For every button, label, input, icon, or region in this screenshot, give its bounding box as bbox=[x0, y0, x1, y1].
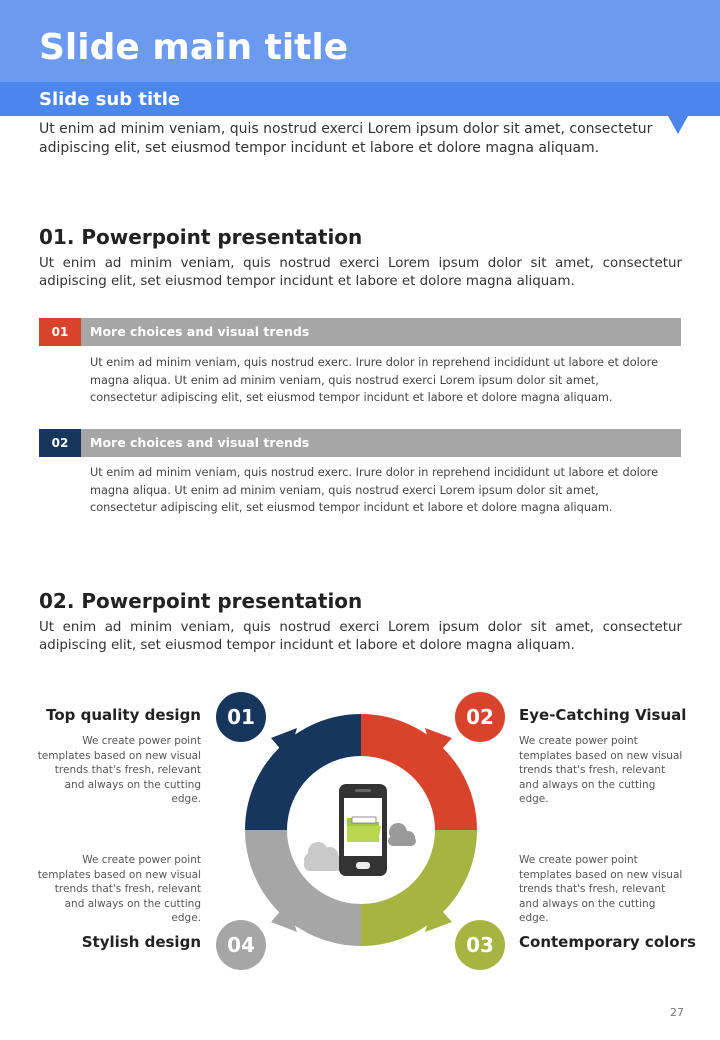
list-item-label: More choices and visual trends bbox=[90, 435, 310, 450]
list-item-number: 01 bbox=[39, 318, 81, 346]
section1-body: Ut enim ad minim veniam, quis nostrud exerci Lorem ipsum dolor sit amet, consectetur adipiscing elit, set eiusmod tempor incidunt et labore et dolore magna aliquam. bbox=[39, 256, 682, 289]
section2-title: 02. Powerpoint presentation bbox=[39, 589, 363, 613]
cloud-icon bbox=[304, 842, 342, 871]
list-item-number: 02 bbox=[39, 429, 81, 457]
step-badge-02: 02 bbox=[455, 692, 505, 742]
step-title-02: Eye-Catching Visual bbox=[519, 706, 687, 724]
list-item-body: Ut enim ad minim veniam, quis nostrud exerc. Irure dolor in reprehend incididunt ut labore et dolore magna aliqua. Ut enim ad minim veniam, quis nostrud exerci Lorem ipsum dolor sit amet, consectetur adipiscing elit, set eiusmod tempor incidunt et labore et dolore magna aliquam. bbox=[90, 466, 659, 514]
step-desc-01: We create power point templates based on new visual trends that's fresh, relevant and always on the cutting edge. bbox=[37, 735, 201, 805]
step-badge-01: 01 bbox=[216, 692, 266, 742]
step-desc-02: We create power point templates based on new visual trends that's fresh, relevant and always on the cutting edge. bbox=[519, 735, 683, 805]
section2-body: Ut enim ad minim veniam, quis nostrud exerci Lorem ipsum dolor sit amet, consectetur adipiscing elit, set eiusmod tempor incidunt et labore et dolore magna aliquam. bbox=[39, 620, 682, 653]
page-number: 27 bbox=[670, 1006, 684, 1019]
step-desc-03: We create power point templates based on new visual trends that's fresh, relevant and always on the cutting edge. bbox=[519, 854, 683, 924]
slide-main-title: Slide main title bbox=[39, 27, 349, 68]
step-desc-04: We create power point templates based on new visual trends that's fresh, relevant and always on the cutting edge. bbox=[37, 854, 201, 924]
step-badge-04: 04 bbox=[216, 920, 266, 970]
intro-text: Ut enim ad minim veniam, quis nostrud exerci Lorem ipsum dolor sit amet, consectetur adipiscing elit, set eiusmod tempor incidunt et labore et dolore magna aliquam. bbox=[39, 121, 653, 156]
step-title-04: Stylish design bbox=[81, 933, 201, 951]
step-badge-03: 03 bbox=[455, 920, 505, 970]
cloud-icon bbox=[388, 823, 416, 846]
section1-title: 01. Powerpoint presentation bbox=[39, 225, 363, 249]
step-title-03: Contemporary colors bbox=[519, 933, 696, 951]
list-item-body: Ut enim ad minim veniam, quis nostrud exerc. Irure dolor in reprehend incididunt ut labore et dolore magna aliqua. Ut enim ad minim veniam, quis nostrud exerci Lorem ipsum dolor sit amet, consectetur adipiscing elit, set eiusmod tempor incidunt et labore et dolore magna aliquam. bbox=[90, 356, 659, 404]
step-title-01: Top quality design bbox=[46, 706, 201, 724]
smartphone-folder-icon bbox=[339, 784, 387, 876]
slide-sub-title: Slide sub title bbox=[39, 89, 181, 110]
list-item-label: More choices and visual trends bbox=[90, 324, 310, 339]
